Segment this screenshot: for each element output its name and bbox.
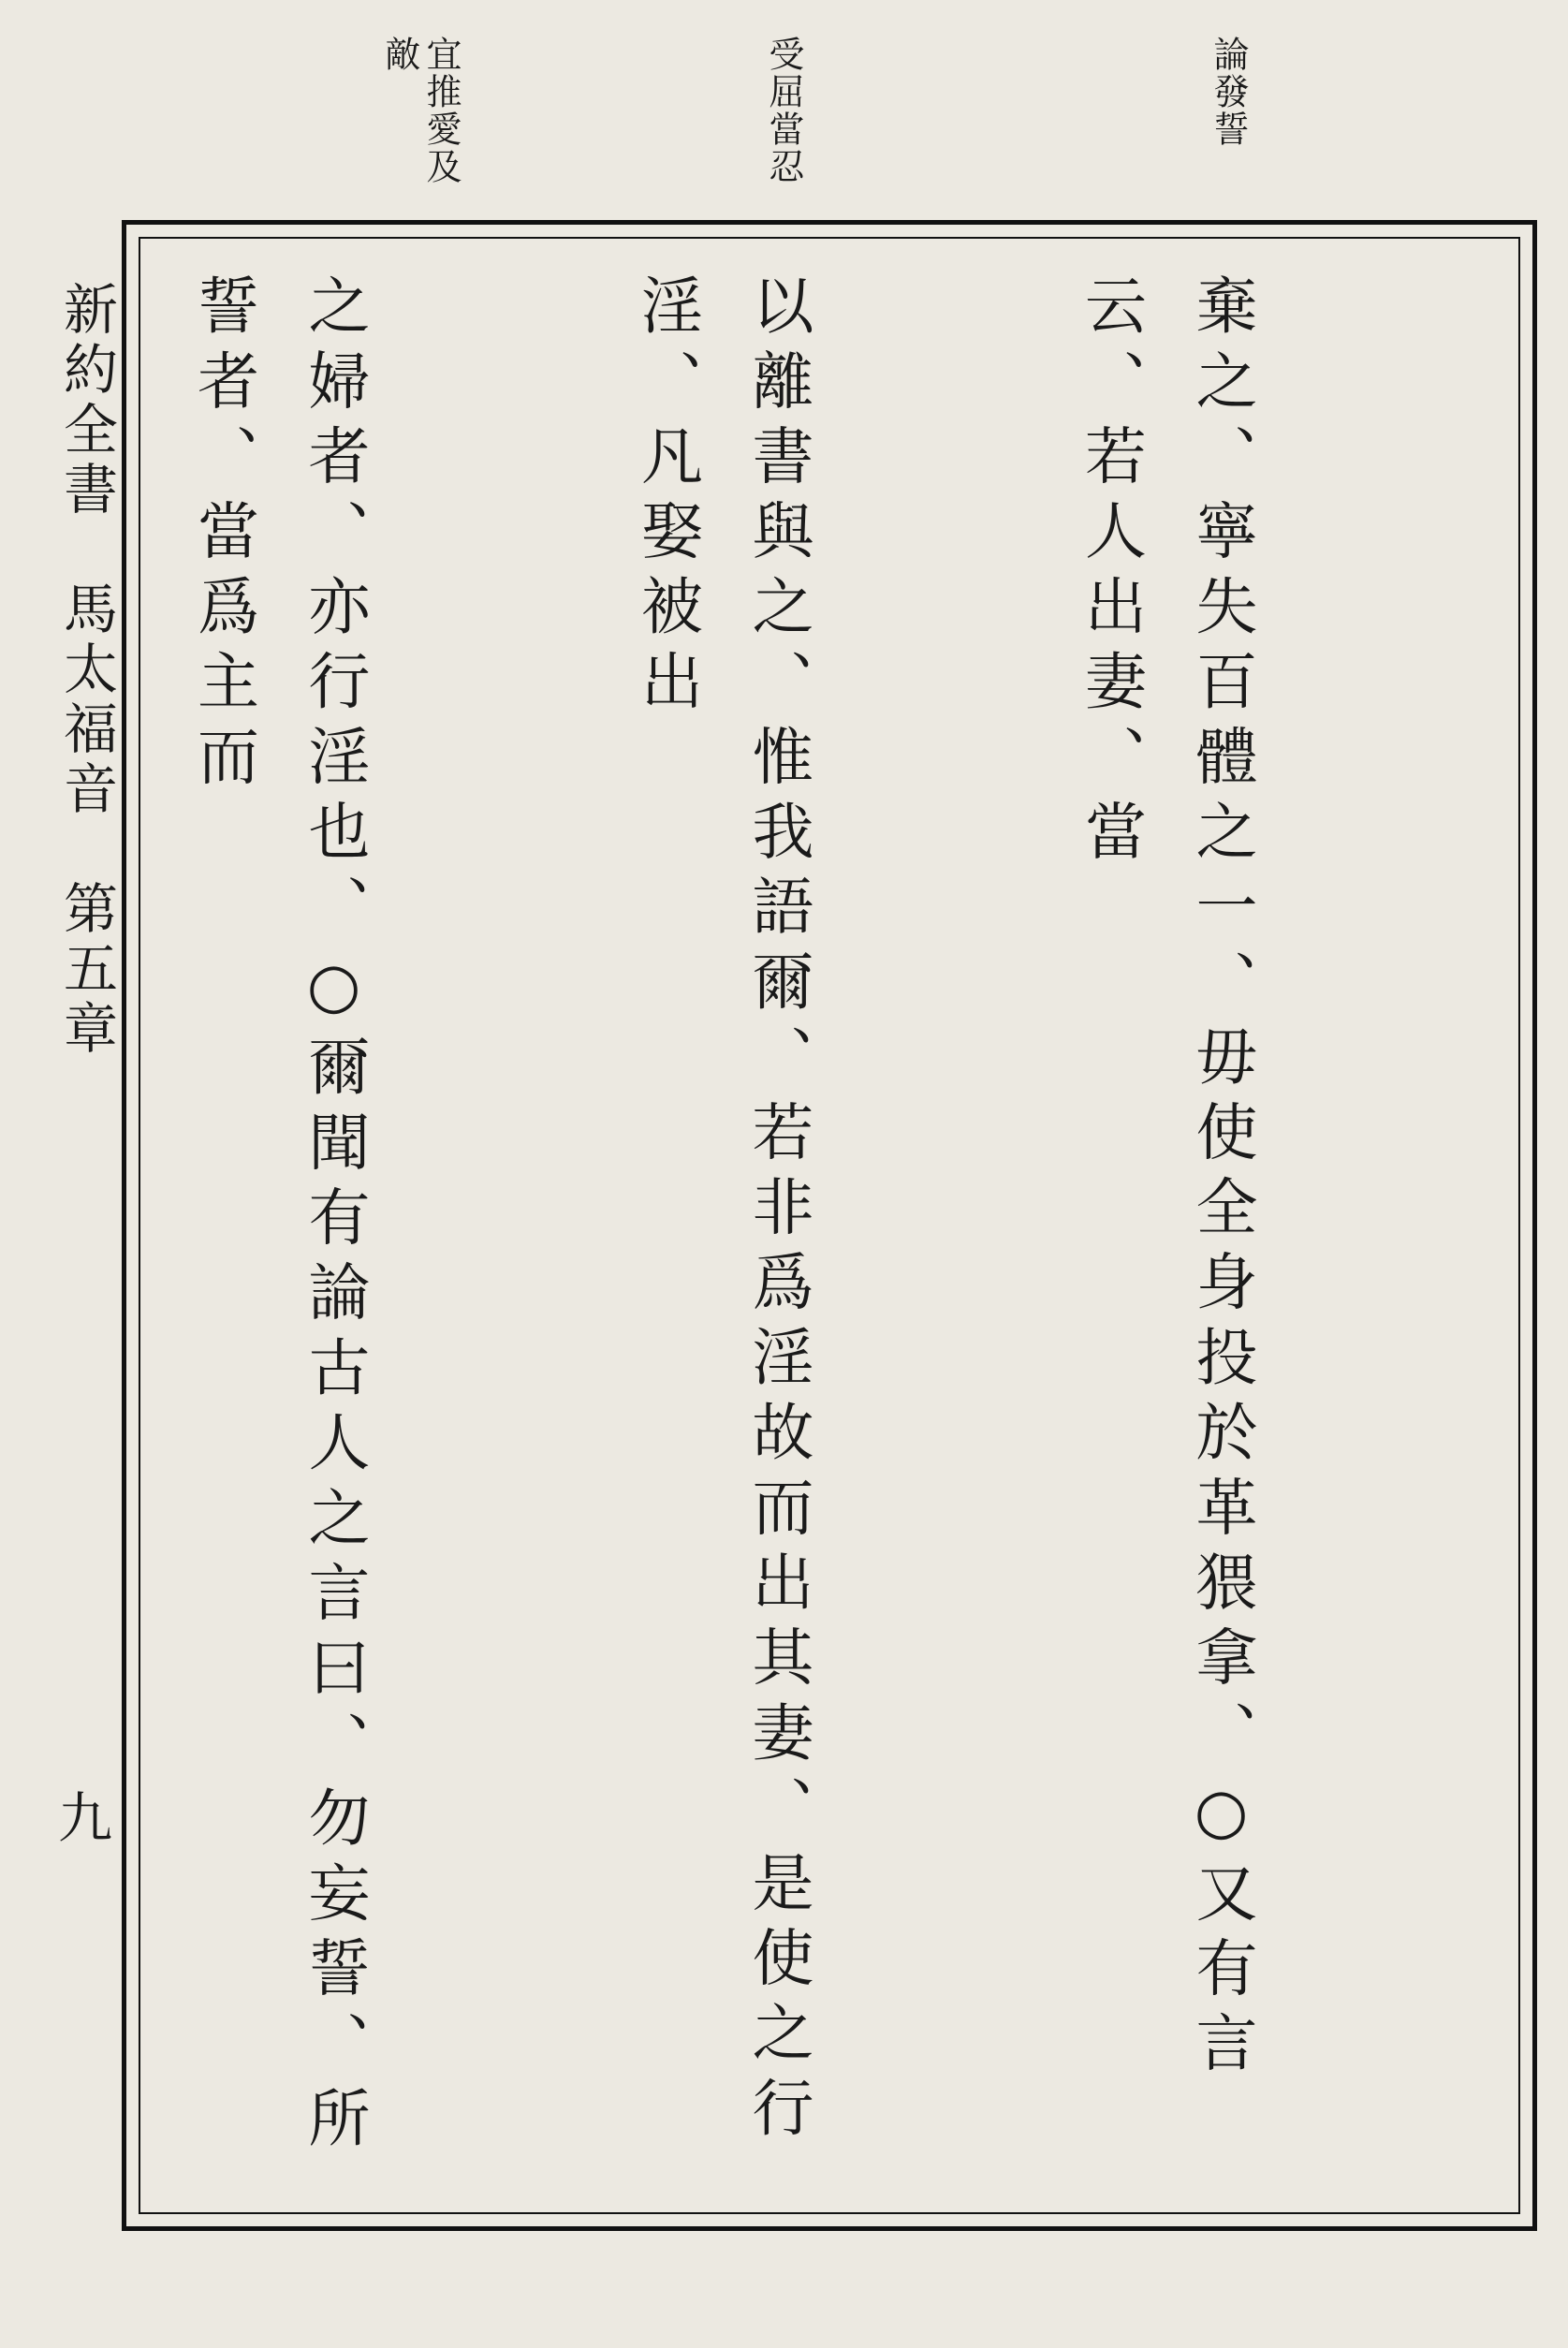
running-header: 新約全書 馬太福音 第五章 — [54, 281, 118, 1060]
text-column: 之婦者、亦行淫也、○爾聞有論古人之言曰、勿妄誓、所誓者、當爲主而 — [186, 273, 370, 2161]
page-number: 九 — [58, 1786, 113, 1850]
margin-note-oaths: 論發誓 — [1208, 36, 1249, 148]
margin-note-love-enemies: 宜推愛及 敵 — [379, 36, 462, 185]
text-column: 棄之、寧失百體之一、毋使全身投於革猥拿、○又有言云、若人出妻、當 — [1074, 273, 1257, 2086]
margin-note-endure-wrongs: 受屈當忍 — [763, 36, 804, 185]
scripture-text — [164, 273, 1498, 2193]
text-column: 以離書與之、惟我語爾、若非爲淫故而出其妻、是使之行淫、凡娶被出 — [630, 273, 813, 2150]
